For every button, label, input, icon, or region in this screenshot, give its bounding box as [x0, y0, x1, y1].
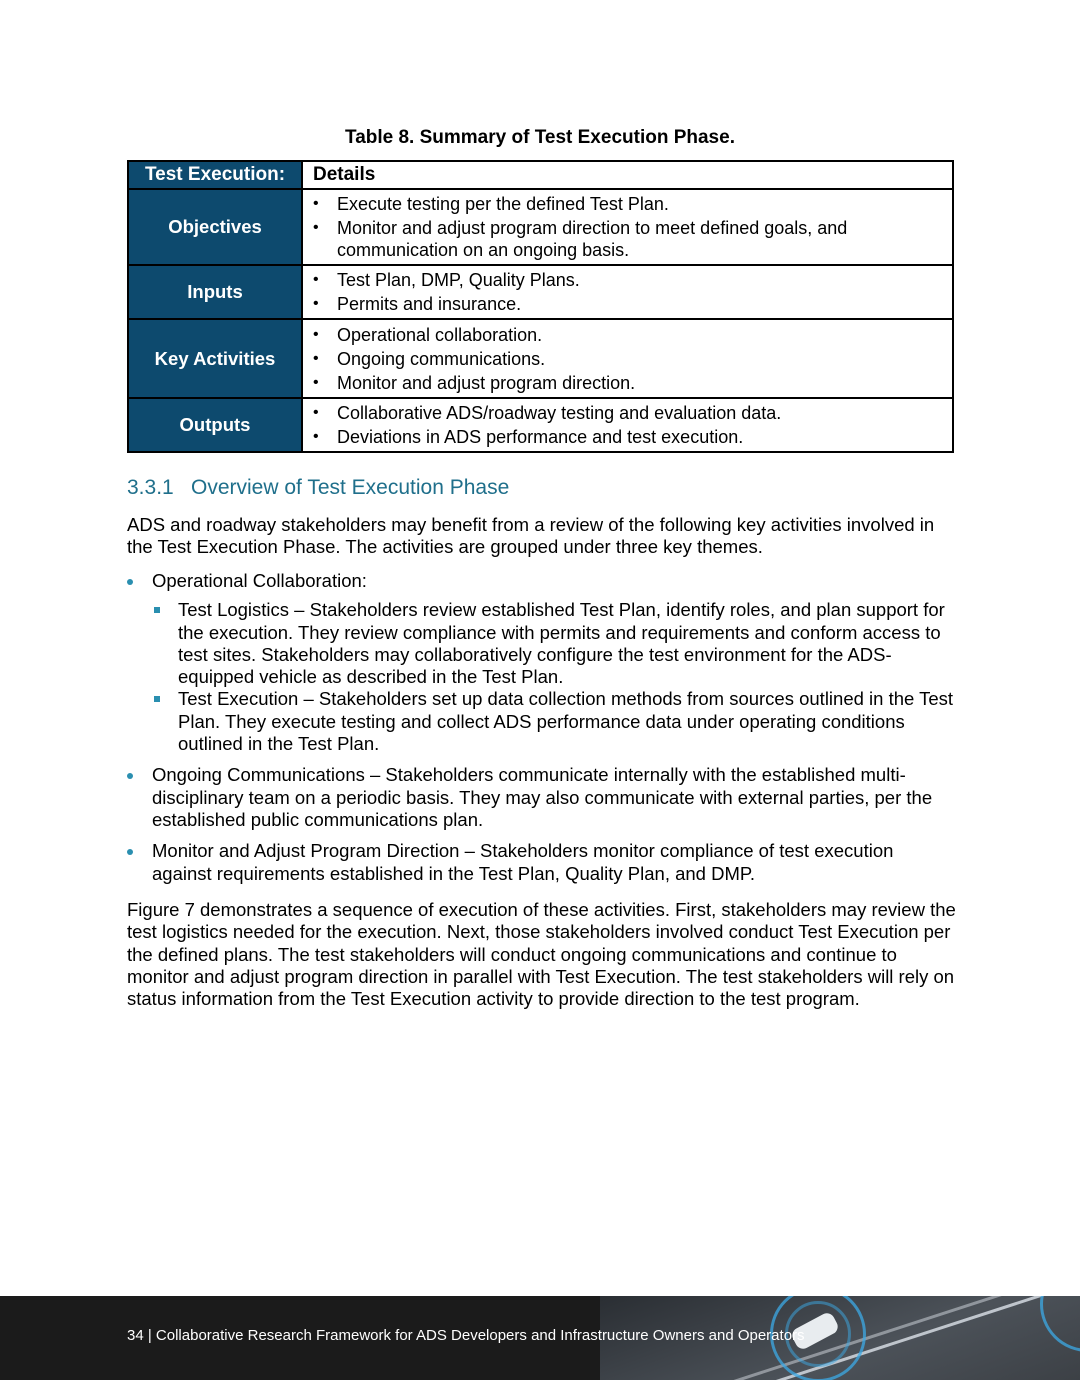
list-item: • Monitor and adjust program direction. [313, 372, 636, 393]
bullet-icon [127, 849, 133, 855]
list-item: • Deviations in ADS performance and test execution. [313, 427, 744, 447]
row-label-objectives: Objectives [128, 189, 302, 265]
bullet-icon: • [313, 349, 319, 367]
row-label-outputs: Outputs [128, 398, 302, 452]
table-row [128, 265, 953, 319]
bullet-icon: • [313, 195, 319, 212]
list-item: Ongoing Communications – Stakeholders communicate internally with the established multi-disciplinary team on a periodic basis. They may also communicate with external parties, per the established public communications plan. [127, 764, 957, 831]
table-header-details: Details [302, 161, 953, 189]
section-heading [127, 476, 509, 500]
square-bullet-icon [154, 607, 160, 613]
summary-table [127, 160, 954, 453]
table-caption: Table 8. Summary of Test Execution Phase. [345, 127, 735, 148]
intro-paragraph: ADS and roadway stakeholders may benefit from a review of the following key activities involved in the Test Execution Phase. The activities are grouped under three key themes. [127, 514, 935, 558]
list-item: • Operational collaboration. [313, 324, 543, 345]
bullet-icon: • [313, 219, 319, 236]
bullet-icon: • [313, 271, 319, 288]
list-item: Test Execution – Stakeholders set up data collection methods from sources outlined in the Test Plan. They execute testing and collect ADS performance data under operating conditions outlined in the Test Plan. [127, 688, 957, 755]
list-item: • Collaborative ADS/roadway testing and evaluation data. [313, 403, 782, 423]
bullet-icon [127, 579, 133, 585]
table-row [128, 189, 953, 265]
activities-list [127, 570, 957, 885]
row-details-objectives [302, 189, 953, 265]
list-item: Monitor and Adjust Program Direction – Stakeholders monitor compliance of test execution against requirements established in the Test Plan, Quality Plan, and DMP. [127, 840, 957, 885]
list-item: • Ongoing communications. [313, 348, 546, 369]
bullet-icon: • [313, 325, 319, 343]
list-item: • Test Plan, DMP, Quality Plans. [313, 270, 580, 290]
page-footer [0, 1296, 1080, 1380]
table-row [128, 319, 953, 398]
closing-paragraph: Figure 7 demonstrates a sequence of execution of these activities. First, stakeholders may review the test logistics needed for the execution. Next, those stakeholders involved conduct Test Execution per the defined plans. The test stakeholders will conduct ongoing communications and continue to monitor and adjust program direction in parallel with Test Execution. The test stakeholders will rely on status information from the Test Execution activity to provide direction to the test program. [127, 899, 956, 1010]
list-item: Test Logistics – Stakeholders review established Test Plan, identify roles, and plan support for the execution. They review compliance with permits and requirements and conform access to test sites. Stakeholders may collaboratively configure the test environment for the ADS-equipped vehicle as described in the Test Plan. [127, 599, 957, 688]
section-title: Overview of Test Execution Phase [191, 476, 510, 499]
row-label-inputs: Inputs [128, 265, 302, 319]
row-details-key-activities [302, 319, 953, 398]
list-item: • Execute testing per the defined Test Plan. [313, 194, 669, 214]
row-details-outputs [302, 398, 953, 452]
table-header-row [128, 161, 953, 189]
section-number: 3.3.1 [127, 476, 174, 499]
table-row [128, 398, 953, 452]
list-item: Operational Collaboration: [127, 570, 957, 592]
list-item: • Permits and insurance. [313, 294, 522, 314]
bottom-margin [0, 1380, 1080, 1398]
bullet-icon [127, 773, 133, 779]
row-label-key-activities: Key Activities [128, 319, 302, 398]
square-bullet-icon [154, 696, 160, 702]
footer-text: 34 | Collaborative Research Framework for ADS Developers and Infrastructure Owners and Operators [127, 1327, 805, 1344]
bullet-icon: • [313, 295, 319, 312]
list-item: • Monitor and adjust program direction to meet defined goals, and communication on an ongoing basis. [313, 218, 848, 260]
row-details-inputs [302, 265, 953, 319]
bullet-icon: • [313, 428, 319, 445]
bullet-icon: • [313, 404, 319, 421]
table-header-label: Test Execution: [128, 161, 302, 189]
bullet-icon: • [313, 373, 319, 391]
